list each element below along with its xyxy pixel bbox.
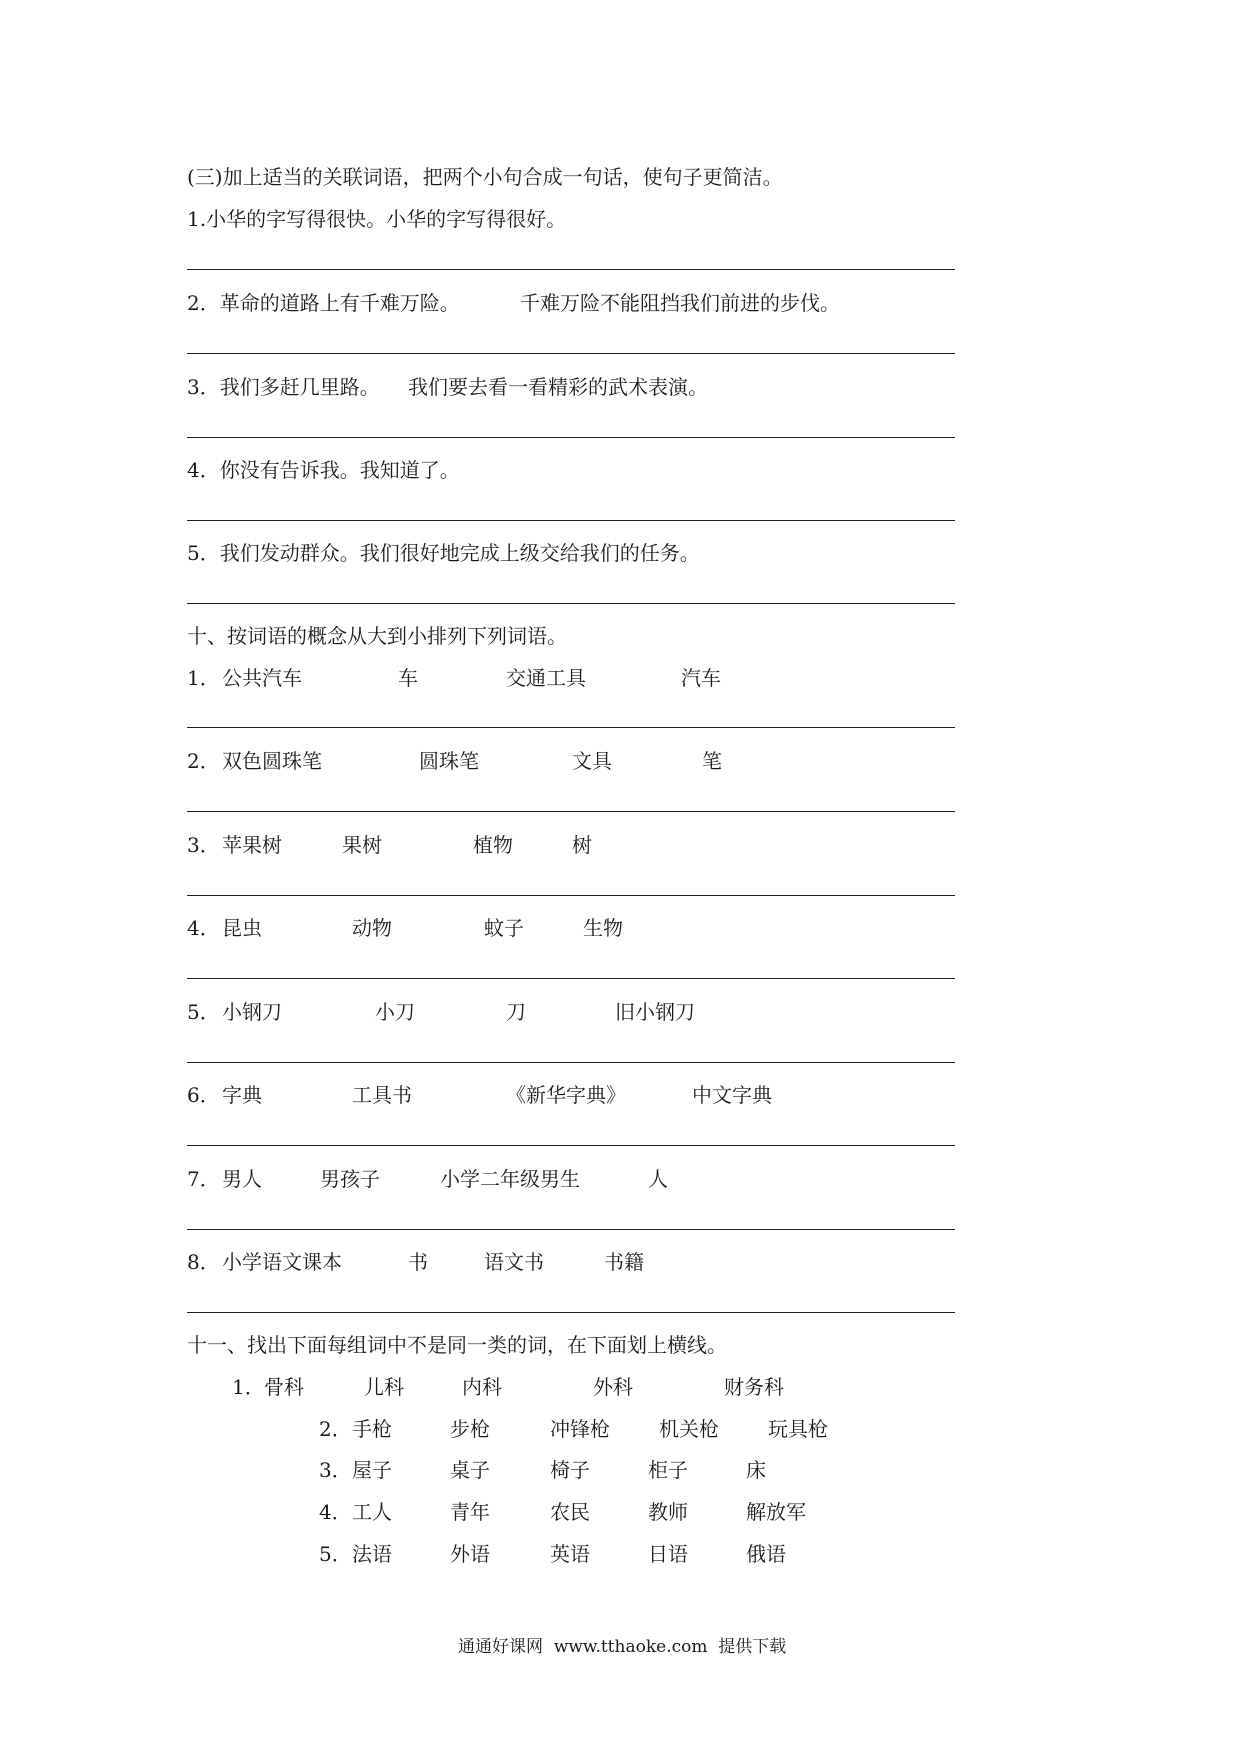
word: 《新华字典》	[506, 1083, 626, 1107]
answer-line	[187, 520, 955, 521]
word: 解放军	[746, 1500, 806, 1524]
word: 圆珠笔	[419, 749, 479, 773]
item-number: 1．	[187, 666, 220, 690]
word: 英语	[550, 1542, 590, 1566]
word: 外语	[450, 1542, 490, 1566]
answer-line	[187, 1229, 955, 1230]
item-text: 你没有告诉我。我知道了。	[219, 458, 460, 482]
word: 笔	[702, 749, 722, 773]
item-text: 革命的道路上有千难万险。	[219, 291, 460, 315]
word: 生物	[583, 916, 623, 940]
item-number: 4．	[187, 458, 220, 482]
answer-line	[187, 811, 955, 812]
answer-line	[187, 353, 955, 354]
word: 书	[408, 1250, 428, 1274]
word: 青年	[450, 1500, 490, 1524]
item-number: 7．	[187, 1167, 220, 1191]
word: 内科	[462, 1375, 502, 1399]
word: 骨科	[264, 1375, 304, 1399]
word: 教师	[648, 1500, 688, 1524]
word: 椅子	[550, 1458, 590, 1482]
word: 玩具枪	[768, 1417, 828, 1441]
word: 俄语	[746, 1542, 786, 1566]
word: 公共汽车	[222, 666, 302, 690]
answer-line	[187, 269, 955, 270]
item-number: 3．	[187, 833, 220, 857]
word: 蚊子	[484, 916, 524, 940]
word: 床	[746, 1458, 766, 1482]
item-text: 我们要去看一看精彩的武术表演。	[408, 375, 708, 399]
item-text: 小华的字写得很快。小华的字写得很好。	[206, 207, 567, 231]
list-item	[187, 541, 700, 565]
answer-line	[187, 1312, 955, 1313]
answer-line	[187, 1062, 955, 1063]
word: 工人	[352, 1500, 392, 1524]
list-item	[187, 375, 380, 399]
word: 旧小钢刀	[615, 1000, 695, 1024]
answer-line	[187, 978, 955, 979]
word: 昆虫	[222, 916, 262, 940]
word: 桌子	[450, 1458, 490, 1482]
item-number: 2．	[319, 1417, 352, 1441]
item-number: 5．	[187, 1000, 220, 1024]
word: 刀	[506, 1000, 526, 1024]
item-number: 5．	[187, 541, 220, 565]
item-number: 1．	[232, 1375, 265, 1399]
answer-line	[187, 727, 955, 728]
word: 苹果树	[222, 833, 282, 857]
word: 小钢刀	[222, 1000, 282, 1024]
word: 中文字典	[692, 1083, 772, 1107]
item-number: 2．	[187, 291, 220, 315]
footer-note: 提供下载	[718, 1637, 787, 1657]
word: 交通工具	[506, 666, 586, 690]
word: 外科	[593, 1375, 633, 1399]
word: 男人	[222, 1167, 262, 1191]
section-11-heading: 十一、找出下面每组词中不是同一类的词，在下面划上横线。	[187, 1333, 727, 1357]
word: 小学语文课本	[222, 1250, 342, 1274]
word: 书籍	[604, 1250, 644, 1274]
word: 动物	[352, 916, 392, 940]
word: 屋子	[352, 1458, 392, 1482]
item-text: 我们发动群众。我们很好地完成上级交给我们的任务。	[219, 541, 700, 565]
item-number: 4．	[319, 1500, 352, 1524]
word: 冲锋枪	[550, 1417, 610, 1441]
item-number: 8．	[187, 1250, 220, 1274]
answer-line	[187, 437, 955, 438]
word: 小学二年级男生	[440, 1167, 580, 1191]
answer-line	[187, 603, 955, 604]
word: 字典	[222, 1083, 262, 1107]
word: 日语	[648, 1542, 688, 1566]
item-number: 2．	[187, 749, 220, 773]
word: 柜子	[648, 1458, 688, 1482]
word: 法语	[352, 1542, 392, 1566]
section-3-heading: (三)加上适当的关联词语，把两个小句合成一句话，使句子更简洁。	[187, 165, 783, 189]
word: 人	[648, 1167, 668, 1191]
word: 双色圆珠笔	[222, 749, 322, 773]
item-number: 6．	[187, 1083, 220, 1107]
word: 农民	[550, 1500, 590, 1524]
word: 树	[572, 833, 592, 857]
word: 语文书	[484, 1250, 544, 1274]
section-10-heading: 十、按词语的概念从大到小排列下列词语。	[187, 624, 567, 648]
word: 财务科	[724, 1375, 784, 1399]
word: 车	[398, 666, 418, 690]
footer-url: www.tthaoke.com	[553, 1637, 708, 1657]
item-number: 4．	[187, 916, 220, 940]
footer-site-name: 通通好课网	[458, 1637, 543, 1657]
item-number: 3．	[187, 375, 220, 399]
item-number: 5．	[319, 1542, 352, 1566]
list-item	[187, 207, 566, 231]
item-number: 1.	[187, 207, 207, 231]
word: 儿科	[364, 1375, 404, 1399]
word: 小刀	[375, 1000, 415, 1024]
page-footer	[458, 1632, 786, 1657]
list-item	[187, 291, 460, 315]
word: 植物	[473, 833, 513, 857]
item-text: 千难万险不能阻挡我们前进的步伐。	[520, 291, 840, 315]
word: 果树	[342, 833, 382, 857]
answer-line	[187, 895, 955, 896]
word: 男孩子	[320, 1167, 380, 1191]
word: 工具书	[352, 1083, 412, 1107]
word: 步枪	[450, 1417, 490, 1441]
item-number: 3．	[319, 1458, 352, 1482]
item-text: 我们多赶几里路。	[219, 375, 380, 399]
word: 汽车	[681, 666, 721, 690]
word: 机关枪	[659, 1417, 719, 1441]
answer-line	[187, 1145, 955, 1146]
word: 文具	[572, 749, 612, 773]
list-item	[187, 458, 460, 482]
word: 手枪	[352, 1417, 392, 1441]
